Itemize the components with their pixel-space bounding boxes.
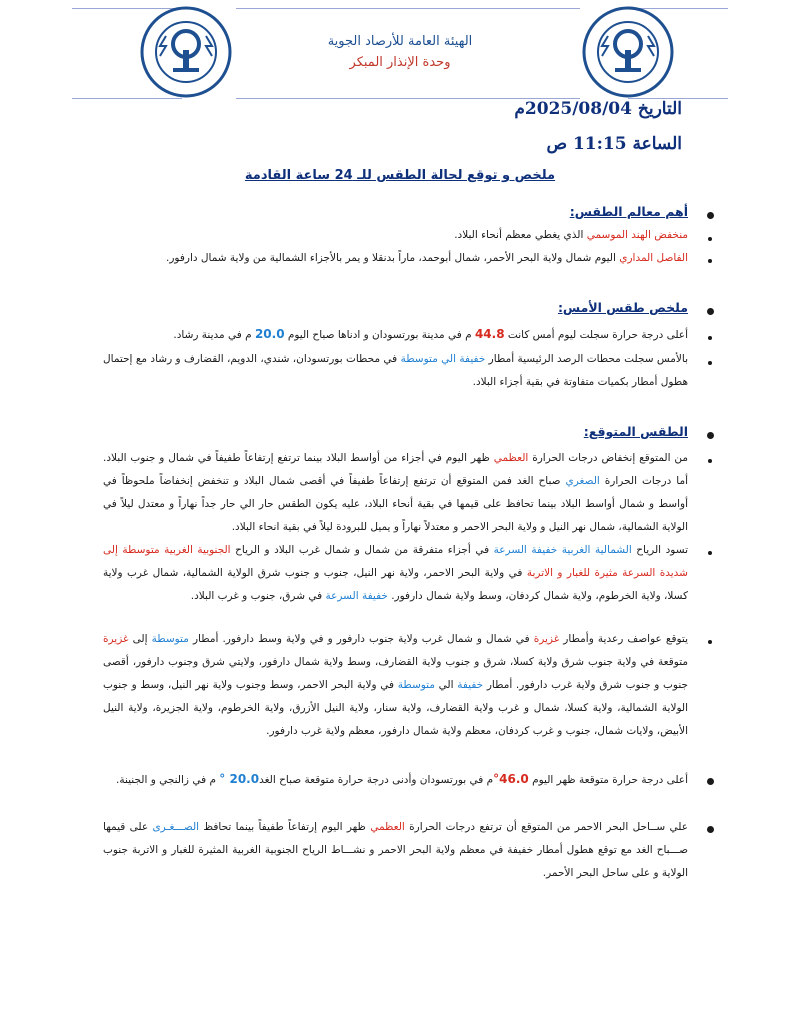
- bullet-icon: [708, 459, 712, 463]
- section-heading-yesterday: ملخص طقس الأمس:: [557, 300, 688, 315]
- expected-winds: تسود الرياح الشمالية الغربية خفيفة السرعة في أجزاء متفرقة من شمال و شمال غرب البلاد و الرياح الجنوبية الغربية متوسطة إلى شديدة السرعة مثيرة للغبار و الاتربة في ولاية البحر الاحمر، ولاية نهر النيل، جنوب و جنوب شرق الولاية الشمالية، شمال غرب ولاية كسلا، ولاية الخرطوم، ولاية شمال كردفان، وسط ولاية شمال دارفور. خفيفة السرعة في شرق، جنوب و غرب البلاد.: [103, 544, 688, 602]
- bullet-icon: [708, 361, 712, 365]
- header-rule: [236, 8, 580, 9]
- bulletin-time: الساعة 11:15 ص: [546, 134, 682, 154]
- expected-rain: يتوقع عواصف رعدية وأمطار غزيرة في شمال و شمال غرب ولاية جنوب دارفور و في ولاية وسط دارفور. أمطار متوسطة إلى غزيرة متوقعة في ولاية جنوب شرق ولاية كسلا، شرق و جنوب ولاية القضارف، وسط ولاية شمال دارفور، ولايتي شرق وجنوب دارفور، أقصى جنوب و جنوب شرق ولاية غرب دارفور. أمطار خفيفة الي متوسطة في ولاية البحر الاحمر، وسط وجنوب ولاية نهر النيل، وسط و جنوب الولاية الشمالية، ولاية كسلا، شمال و غرب ولاية القضارف، ولاية سنار، ولاية النيل الأزرق، ولاية الخرطوم، ولاية الجزيرة، ولاية النيل الأبيض، ولايات شمال، جنوب و غرب كردفان، معظم ولاية شمال دارفور، معظم ولاية غرب دارفور.: [103, 633, 689, 737]
- red-sea-coast: علي ســاحل البحر الاحمر من المتوقع أن ترتفع درجات الحرارة العظمي ظهر اليوم إرتفاعاً طفيفاً بينما تحافظ الصـــغـرى على قيمها صـــباح الغد مع توقع هطول أمطار خفيفة في معظم ولاية البحر الاحمر و نشـــاط الرياح الجنوبية الغربية المثيرة للغبار و الاتربة جنوب الولاية و على ساحل البحر الأحمر.: [103, 821, 688, 879]
- feature-item: منخفض الهند الموسمي الذي يغطي معظم أنحاء البلاد.: [454, 229, 688, 241]
- bullet-icon: [708, 237, 712, 241]
- bullet-icon: [708, 551, 712, 555]
- bullet-icon: [707, 432, 714, 439]
- unit-name: وحدة الإنذار المبكر: [349, 55, 451, 70]
- meteorological-authority-logo: [582, 6, 674, 98]
- section-heading-expected: الطقس المتوقع:: [583, 424, 688, 439]
- bullet-icon: [707, 308, 714, 315]
- yesterday-temperature: أعلى درجة حرارة سجلت ليوم أمس كانت 44.8 م في مدينة بورتسودان و ادناها صباح اليوم 20.0 م في مدينة رشاد.: [173, 327, 688, 341]
- expected-temperatures: من المتوقع إنخفاض درجات الحرارة العظمي ظهر اليوم في أجزاء من أواسط البلاد بينما ترتفع إرتفاعاً طفيفاً في شمال و جنوب البلاد. أما درجات الحرارة الصغري صباح الغد فمن المتوقع أن ترتفع إرتفاعاً طفيفاً في أقصى شمال البلاد و تنخفض إنخفاضاً ملحوظاً في أواسط و شمال أواسط البلاد بينما تحافظ على قيمها في بقية أنحاء البلاد، عليه يكون الطقس حار الي حار جداً نهاراً و معتدل ليلاً في الولاية الشمالية، شمال نهر النيل و ولاية البحر الاحمر و معتدلاً نهاراً و يميل للبرودة ليلاً في بقية انحاء البلاد.: [103, 452, 689, 533]
- bulletin-date: التاريخ 2025/08/04م: [514, 99, 682, 119]
- bullet-icon: [707, 212, 714, 219]
- bullet-icon: [708, 336, 712, 340]
- feature-item: الفاصل المداري اليوم شمال ولاية البحر الأحمر، شمال أبوحمد، ماراً بدنقلا و يمر بالأجزاء الشمالية من ولاية شمال دارفور.: [166, 252, 688, 264]
- meteorological-authority-logo: [140, 6, 232, 98]
- bullet-icon: [707, 778, 714, 785]
- header-rule: [72, 98, 182, 99]
- bullet-icon: [708, 259, 712, 263]
- expected-extremes: أعلى درجة حرارة متوقعة ظهر اليوم 46.0°م في بورتسودان وأدنى درجة حرارة متوقعة صباح الغد20.0 ° م في زالنجي و الجنينة.: [116, 772, 688, 786]
- page-title: ملخص و توقع لحالة الطقس للـ 24 ساعة القادمة: [244, 168, 556, 183]
- org-name: الهيئة العامة للأرصاد الجوية: [327, 34, 473, 49]
- section-heading-features: أهم معالم الطقس:: [569, 204, 688, 219]
- bullet-icon: [707, 826, 714, 833]
- yesterday-rain: بالأمس سجلت محطات الرصد الرئيسية أمطار خفيفة الي متوسطة في محطات بورتسودان، شندي، الدويم، القضارف و رشاد مع إحتمال هطول أمطار بكميات متفاوتة في بقية أجزاء البلاد.: [103, 353, 688, 388]
- bullet-icon: [708, 640, 712, 644]
